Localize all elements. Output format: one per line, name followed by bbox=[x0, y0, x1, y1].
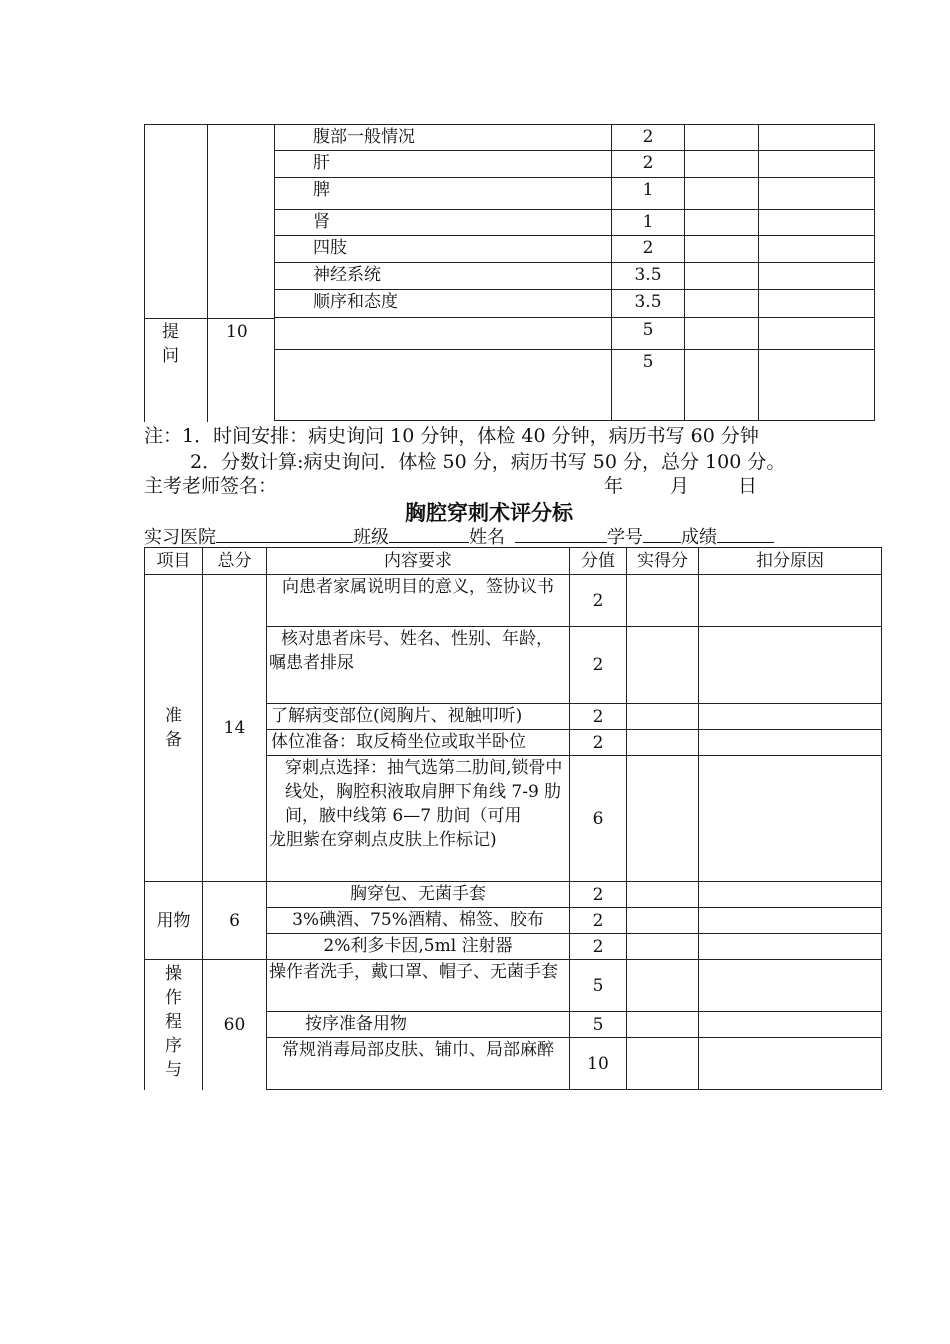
table-row: 2%利多卡因,5ml 注射器 2 bbox=[145, 934, 882, 960]
hospital-field[interactable] bbox=[216, 524, 353, 543]
table-row: 核对患者床号、姓名、性别、年龄， 嘱患者排尿 2 bbox=[145, 627, 882, 704]
table-header-row: 项目 总分 内容要求 分值 实得分 扣分原因 bbox=[145, 548, 882, 575]
class-label: 班级 bbox=[353, 527, 389, 548]
form-info-line bbox=[144, 523, 774, 549]
note-line-2: 2．分数计算:病史询问．体检 50 分，病历书写 50 分，总分 100 分。 bbox=[190, 451, 786, 473]
table-row: 常规消毒局部皮肤、铺巾、局部麻醉 10 bbox=[145, 1038, 882, 1090]
top-table-grid: 腹部一般情况 2 肝 2 脾 1 肾 1 四肢 2 神经系统 3.5 顺序和态度 3.5 5 5 bbox=[274, 124, 875, 421]
section-total-procedure: 60 bbox=[203, 960, 267, 1090]
table-row: 3%碘酒、75%酒精、棉签、胶布 2 bbox=[145, 908, 882, 934]
table-row: 准 备 14 向患者家属说明目的意义，签协议书 2 bbox=[145, 575, 882, 627]
table-row: 穿刺点选择：抽气选第二肋间,锁骨中线处，胸腔积液取肩胛下角线 7-9 肋间，腋中线第 6—7 肋间（可用 龙胆紫在穿刺点皮肤上作标记) 6 bbox=[145, 756, 882, 882]
table-row-content: 腹部一般情况 bbox=[275, 125, 612, 151]
id-label: 学号 bbox=[607, 527, 643, 548]
question-total: 10 bbox=[226, 322, 248, 342]
table-row: 操 作 程 序 与 60 操作者洗手，戴口罩、帽子、无菌手套 5 bbox=[145, 960, 882, 1012]
date-month: 月 bbox=[670, 475, 690, 497]
section-item-prep: 准 备 bbox=[145, 575, 203, 882]
date-day: 日 bbox=[738, 475, 758, 497]
note-line-1: 注：1．时间安排：病史询问 10 分钟，体检 40 分钟，病历书写 60 分钟 bbox=[144, 425, 759, 447]
section-total-supplies: 6 bbox=[203, 882, 267, 960]
class-field[interactable] bbox=[389, 524, 469, 543]
grade-label: 成绩 bbox=[681, 527, 717, 548]
section-total-prep: 14 bbox=[203, 575, 267, 882]
signature-label: 主考老师签名： bbox=[144, 475, 278, 497]
page-title: 胸腔穿刺术评分标 bbox=[405, 501, 573, 525]
name-field[interactable] bbox=[515, 524, 607, 543]
id-field[interactable] bbox=[643, 524, 681, 543]
scoring-table bbox=[144, 547, 882, 1090]
name-label: 姓名 bbox=[469, 527, 505, 548]
section-item-supplies: 用物 bbox=[145, 882, 203, 960]
table-row: 按序准备用物 5 bbox=[145, 1012, 882, 1038]
question-item: 提 问 bbox=[162, 322, 179, 366]
table-row: 用物 6 胸穿包、无菌手套 2 bbox=[145, 882, 882, 908]
table-row: 体位准备：取反椅坐位或取半卧位 2 bbox=[145, 730, 882, 756]
date-year: 年 bbox=[604, 475, 624, 497]
grade-field[interactable] bbox=[717, 524, 774, 543]
table-row: 了解病变部位(阅胸片、视触叩听) 2 bbox=[145, 704, 882, 730]
top-table bbox=[144, 124, 874, 422]
section-item-procedure: 操 作 程 序 与 bbox=[145, 960, 203, 1090]
hospital-label: 实习医院 bbox=[144, 527, 216, 548]
